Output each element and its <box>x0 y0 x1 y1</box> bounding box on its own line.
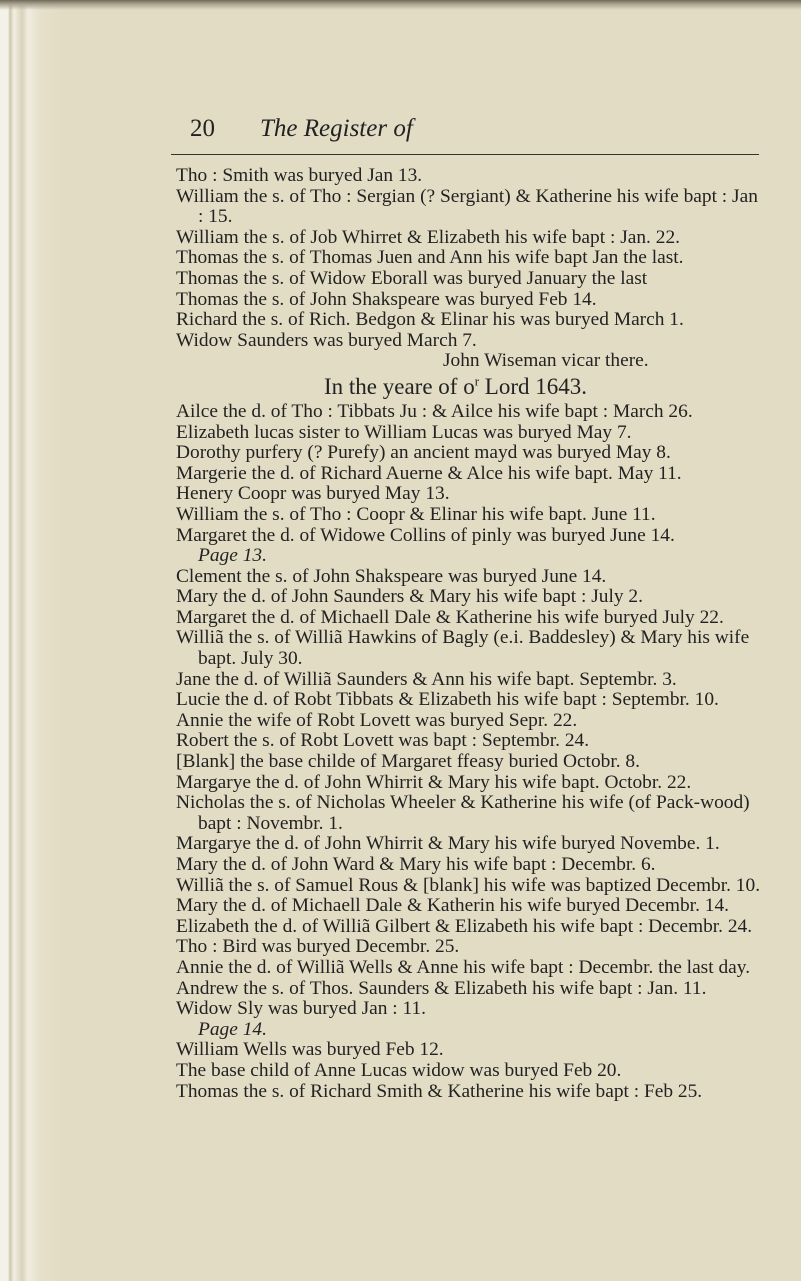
page-header <box>190 112 660 146</box>
register-entry: Thomas the s. of Thomas Juen and Ann his wife bapt Jan the last. <box>176 247 684 269</box>
register-entry: Williã the s. of Samuel Rous & [blank] his wife was baptized Decembr. 10. <box>176 874 761 896</box>
book-binding-edge <box>0 0 62 1281</box>
register-entry: Tho : Smith was buryed Jan 13. <box>176 165 423 186</box>
register-entry: Margarye the d. of John Whirrit & Mary his wife bapt. Octobr. 22. <box>176 771 692 793</box>
year-heading-before: In the yeare of o <box>324 373 475 399</box>
header-rule <box>171 154 759 155</box>
register-entry: Lucie the d. of Robt Tibbats & Elizabeth his wife bapt : Septembr. 10. <box>176 689 719 711</box>
register-entry: Widow Sly was buryed Jan : 11. <box>176 998 427 1020</box>
register-entry: Elizabeth the d. of Williã Gilbert & Elizabeth his wife bapt : Decembr. 24. <box>176 915 753 937</box>
register-entry: William the s. of Tho : Coopr & Elinar his wife bapt. June 11. <box>176 503 656 525</box>
register-entry: Nicholas the s. of Nicholas Wheeler & Katherine his wife (of Pack-wood) bapt : Novembr. 1. <box>176 792 750 834</box>
register-text <box>176 166 766 1102</box>
register-entry: The base child of Anne Lucas widow was buryed Feb 20. <box>176 1059 622 1081</box>
register-entry: Annie the wife of Robt Lovett was buryed Sepr. 22. <box>176 709 578 731</box>
page-top-shadow <box>0 0 801 10</box>
register-entry: William the s. of Tho : Sergian (? Sergiant) & Katherine his wife bapt : Jan : 15. <box>176 185 758 228</box>
register-entry: Widow Saunders was buryed March 7. <box>176 329 477 351</box>
register-entry: William the s. of Job Whirret & Elizabeth his wife bapt : Jan. 22. <box>176 226 680 248</box>
register-entry: William Wells was buryed Feb 12. <box>176 1039 444 1061</box>
register-entry: Annie the d. of Williã Wells & Anne his wife bapt : Decembr. the last day. <box>176 956 751 978</box>
register-entry: Margerie the d. of Richard Auerne & Alce his wife bapt. May 11. <box>176 462 682 484</box>
register-entry: Mary the d. of John Ward & Mary his wife bapt : Decembr. 6. <box>176 854 656 875</box>
register-entry: Henery Coopr was buryed May 13. <box>176 483 450 505</box>
year-heading <box>176 372 766 402</box>
register-entry: Elizabeth lucas sister to William Lucas was buryed May 7. <box>176 421 632 443</box>
register-entry: Thomas the s. of Widow Eborall was buryed January the last <box>176 267 648 289</box>
register-entry: Clement the s. of John Shakspeare was buryed June 14. <box>176 565 607 587</box>
register-entry: Robert the s. of Robt Lovett was bapt : Septembr. 24. <box>176 730 590 752</box>
running-title: The Register of <box>260 115 413 142</box>
year-heading-superscript: r <box>474 373 480 389</box>
page-reference: Page 13. <box>198 545 267 567</box>
register-entry: Margarye the d. of John Whirrit & Mary his wife buryed Novembe. 1. <box>176 833 720 855</box>
register-entry: Mary the d. of Michaell Dale & Katherin his wife buryed Decembr. 14. <box>176 895 730 917</box>
vicar-signature: John Wiseman vicar there. <box>443 350 649 372</box>
register-entry: Ailce the d. of Tho : Tibbats Ju : & Ailce his wife bapt : March 26. <box>176 400 693 422</box>
register-entry: Williã the s. of Williã Hawkins of Bagly (e.i. Baddesley) & Mary his wife bapt. July 30. <box>176 627 750 670</box>
page-reference: Page 14. <box>198 1018 267 1040</box>
page-number: 20 <box>190 115 215 142</box>
register-entry: Margaret the d. of Widowe Collins of pinly was buryed June 14. <box>176 524 675 546</box>
register-entry: Margaret the d. of Michaell Dale & Katherine his wife buryed July 22. <box>176 606 724 628</box>
register-entry: Dorothy purfery (? Purefy) an ancient mayd was buryed May 8. <box>176 442 671 464</box>
register-entry: Tho : Bird was buryed Decembr. 25. <box>176 936 460 958</box>
register-entry: Andrew the s. of Thos. Saunders & Elizabeth his wife bapt : Jan. 11. <box>176 977 707 999</box>
register-entry: Richard the s. of Rich. Bedgon & Elinar his was buryed March 1. <box>176 309 684 331</box>
register-entry: Thomas the s. of Richard Smith & Katherine his wife bapt : Feb 25. <box>176 1080 703 1102</box>
year-heading-after: Lord 1643. <box>479 373 588 399</box>
register-entry: Jane the d. of Williã Saunders & Ann his wife bapt. Septembr. 3. <box>176 668 677 690</box>
register-entry: Mary the d. of John Saunders & Mary his wife bapt : July 2. <box>176 586 643 608</box>
register-entry: [Blank] the base childe of Margaret ffeasy buried Octobr. 8. <box>176 751 640 773</box>
register-entry: Thomas the s. of John Shakspeare was buryed Feb 14. <box>176 288 597 310</box>
